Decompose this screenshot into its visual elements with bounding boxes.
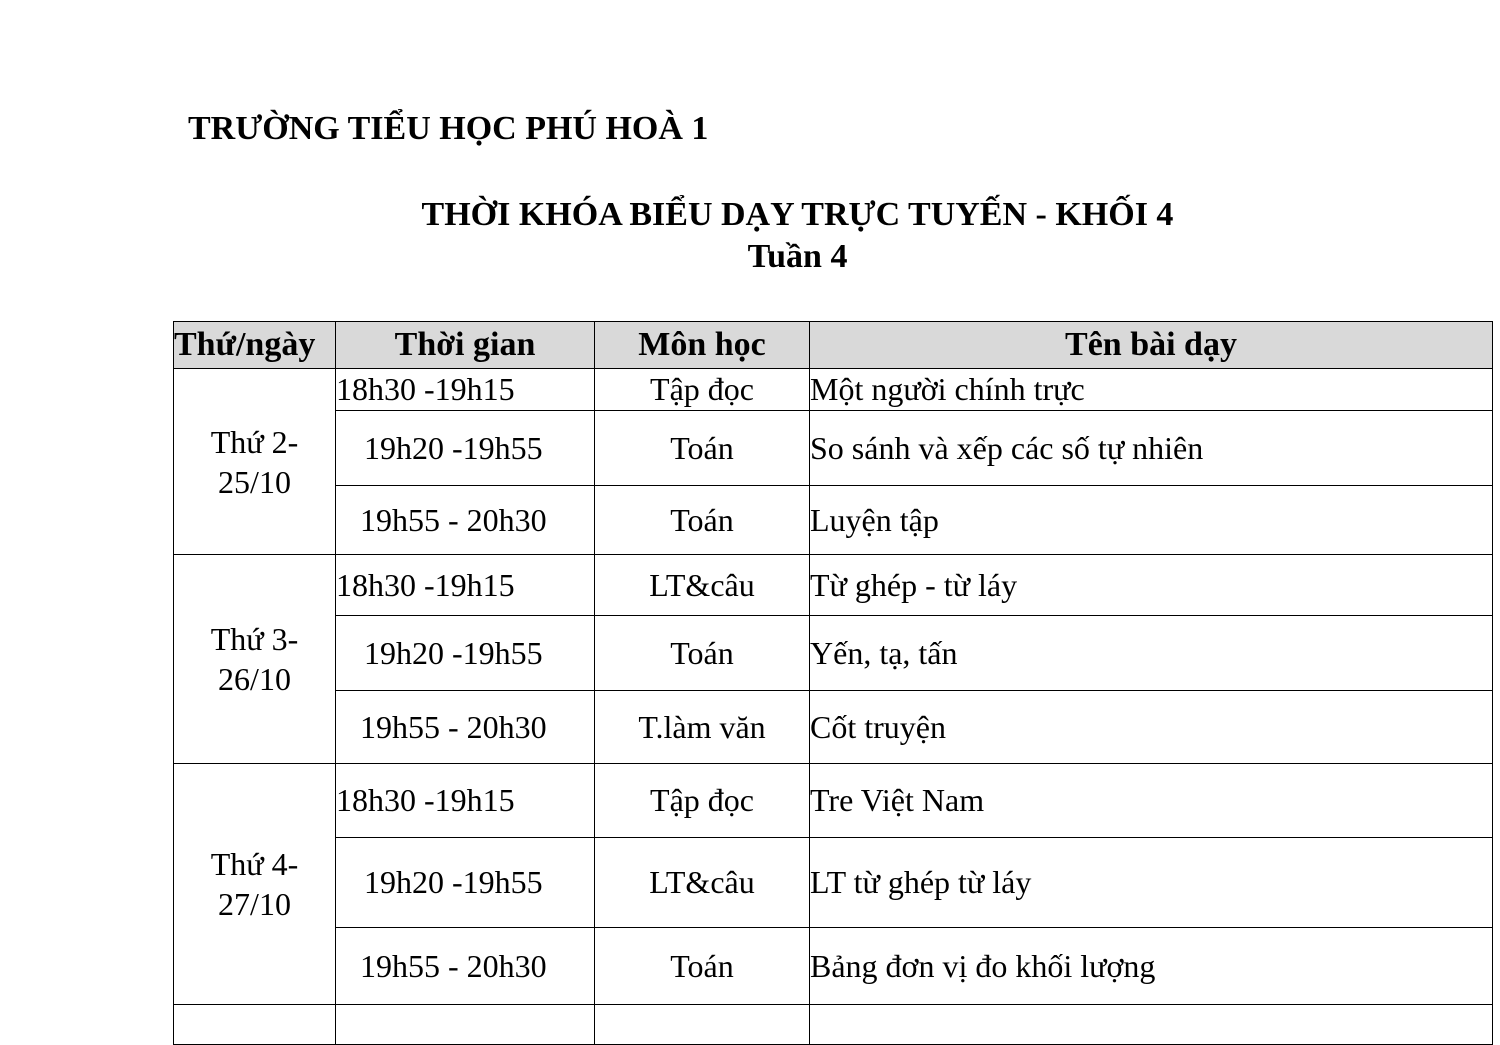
empty-cell [174,1005,336,1045]
subject-cell: Toán [595,411,810,486]
day-date: 26/10 [218,661,291,697]
header-lesson: Tên bài dạy [810,322,1493,369]
table-row [174,1005,1493,1045]
day-date: 25/10 [218,463,291,500]
lesson-cell: Luyện tập [810,486,1493,555]
time-cell: 19h55 - 20h30 [336,691,595,764]
time-cell: 19h55 - 20h30 [336,928,595,1005]
time-cell: 19h20 -19h55 [336,838,595,928]
lesson-cell: Từ ghép - từ láy [810,555,1493,616]
lesson-cell: So sánh và xếp các số tự nhiên [810,411,1493,486]
time-cell: 19h20 -19h55 [336,411,595,486]
subject-cell: Toán [595,928,810,1005]
empty-cell [810,1005,1493,1045]
table-row [174,411,1493,486]
subject-cell: Toán [595,486,810,555]
school-name: TRƯỜNG TIỂU HỌC PHÚ HOÀ 1 [188,110,709,147]
day-label: Thứ 4- [210,846,299,882]
subject-cell: Tập đọc [595,764,810,838]
time-cell: 19h55 - 20h30 [336,486,595,555]
lesson-cell: Yến, tạ, tấn [810,616,1493,691]
subject-cell: Toán [595,616,810,691]
day-cell [174,555,336,764]
header-subject: Môn học [595,322,810,369]
table-row [174,555,1493,616]
subject-cell: Tập đọc [595,369,810,411]
time-cell: 18h30 -19h15 [336,555,595,616]
table-row [174,369,1493,411]
table-row [174,764,1493,838]
subject-cell: LT&câu [595,838,810,928]
time-cell: 18h30 -19h15 [336,369,595,411]
table-row [174,691,1493,764]
table-header-row [174,322,1493,369]
document-title: THỜI KHÓA BIỂU DẠY TRỰC TUYẾN - KHỐI 4 [421,196,1174,233]
table-row [174,486,1493,555]
week-label: Tuần 4 [747,238,848,275]
day-date: 27/10 [218,886,291,922]
lesson-cell: Tre Việt Nam [810,764,1493,838]
time-cell: 18h30 -19h15 [336,764,595,838]
schedule-table [173,321,1493,1045]
day-cell [174,369,336,555]
header-time: Thời gian [336,322,595,369]
header-day: Thứ/ngày [174,322,336,369]
lesson-cell: Một người chính trực [810,369,1493,411]
subject-cell: LT&câu [595,555,810,616]
empty-cell [336,1005,595,1045]
lesson-cell: Cốt truyện [810,691,1493,764]
day-label: Thứ 2- [210,423,299,460]
lesson-cell: Bảng đơn vị đo khối lượng [810,928,1493,1005]
subject-cell: T.làm văn [595,691,810,764]
table-row [174,616,1493,691]
empty-cell [595,1005,810,1045]
time-cell: 19h20 -19h55 [336,616,595,691]
table-row [174,928,1493,1005]
day-label: Thứ 3- [210,621,299,657]
day-cell [174,764,336,1005]
table-row [174,838,1493,928]
lesson-cell: LT từ ghép từ láy [810,838,1493,928]
